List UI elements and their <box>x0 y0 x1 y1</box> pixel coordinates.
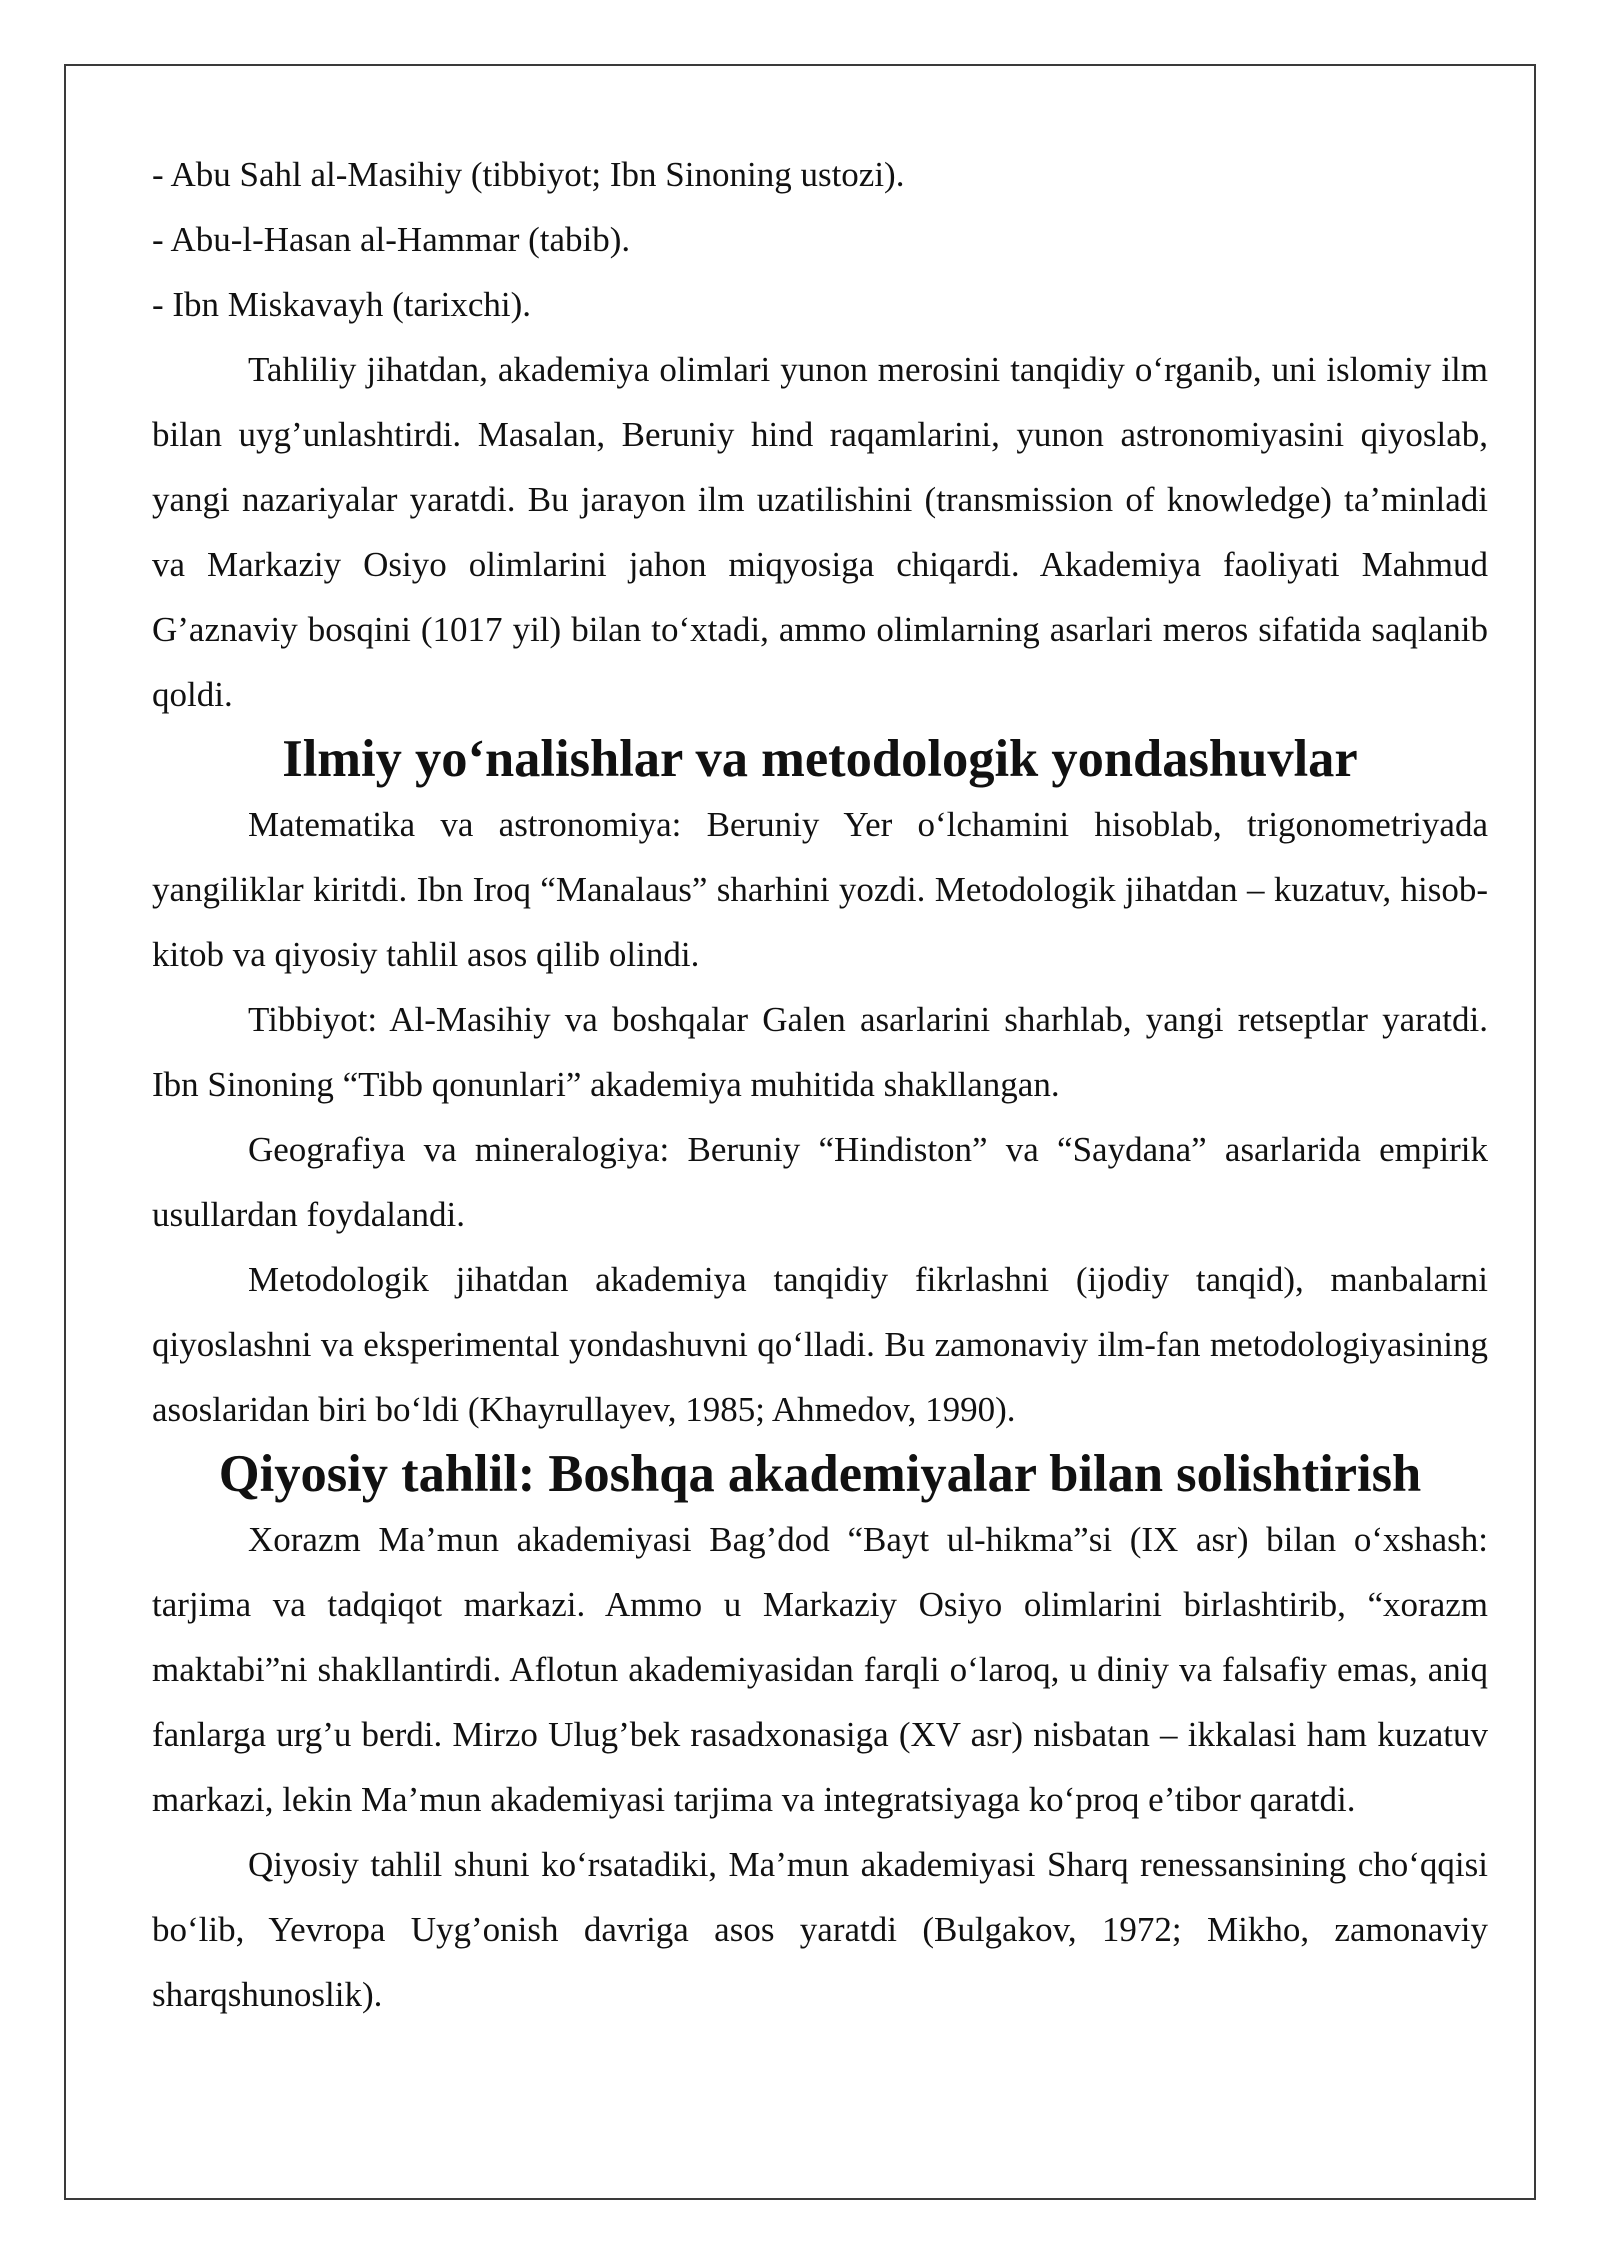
document-body <box>152 142 1488 2027</box>
paragraph-geography: Geografiya va mineralogiya: Beruniy “Hindiston” va “Saydana” asarlarida empirik usullardan foydalandi. <box>152 1130 1488 1234</box>
paragraph-comparison: Xorazm Ma’mun akademiyasi Bag’dod “Bayt ul-hikma”si (IX asr) bilan o‘xshash: tarjima va tadqiqot markazi. Ammo u Markaziy Osiyo olimlarini birlashtirib, “xorazm maktabi”ni shakllantirdi. Aflotun akademiyasidan farqli o‘laroq, u diniy va falsafiy emas, aniq fanlarga urg’u berdi. Mirzo Ulug’bek rasadxonasiga (XV asr) nisbatan – ikkalasi ham kuzatuv markazi, lekin Ma’mun akademiyasi tarjima va integratsiyaga ko‘proq e’tibor qaratdi. <box>152 1520 1488 1819</box>
paragraph-conclusion: Qiyosiy tahlil shuni ko‘rsatadiki, Ma’mun akademiyasi Sharq renessansining cho‘qqisi bo‘lib, Yevropa Uyg’onish davriga asos yaratdi (Bulgakov, 1972; Mikho, zamonaviy sharqshunoslik). <box>152 1845 1488 2014</box>
list-item: - Ibn Miskavayh (tarixchi). <box>152 285 532 324</box>
section-heading-directions: Ilmiy yo‘nalishlar va metodologik yondashuvlar <box>282 730 1358 788</box>
paragraph-medicine: Tibbiyot: Al-Masihiy va boshqalar Galen asarlarini sharhlab, yangi retseptlar yaratdi. Ibn Sinoning “Tibb qonunlari” akademiya muhitida shakllangan. <box>152 1000 1488 1104</box>
paragraph-methodology: Metodologik jihatdan akademiya tanqidiy fikrlashni (ijodiy tanqid), manbalarni qiyoslashni va eksperimental yondashuvni qo‘lladi. Bu zamonaviy ilm-fan metodologiyasining asoslaridan biri bo‘ldi (Khayrullayev, 1985; Ahmedov, 1990). <box>152 1260 1488 1429</box>
list-item: - Abu Sahl al-Masihiy (tibbiyot; Ibn Sinoning ustozi). <box>152 155 905 194</box>
paragraph-analysis: Tahliliy jihatdan, akademiya olimlari yunon merosini tanqidiy o‘rganib, uni islomiy ilm bilan uyg’unlashtirdi. Masalan, Beruniy hind raqamlarini, yunon astronomiyasini qiyoslab, yangi nazariyalar yaratdi. Bu jarayon ilm uzatilishini (transmission of knowledge) ta’minladi va Markaziy Osiyo olimlarini jahon miqyosiga chiqardi. Akademiya faoliyati Mahmud G’aznaviy bosqini (1017 yil) bilan to‘xtadi, ammo olimlarning asarlari meros sifatida saqlanib qoldi. <box>152 350 1488 714</box>
paragraph-math-astronomy: Matematika va astronomiya: Beruniy Yer o‘lchamini hisoblab, trigonometriyada yangiliklar kiritdi. Ibn Iroq “Manalaus” sharhini yozdi. Metodologik jihatdan – kuzatuv, hisob-kitob va qiyosiy tahlil asos qilib olindi. <box>152 805 1488 974</box>
section-heading-comparison: Qiyosiy tahlil: Boshqa akademiyalar bilan solishtirish <box>218 1445 1422 1503</box>
list-item: - Abu-l-Hasan al-Hammar (tabib). <box>152 220 631 259</box>
